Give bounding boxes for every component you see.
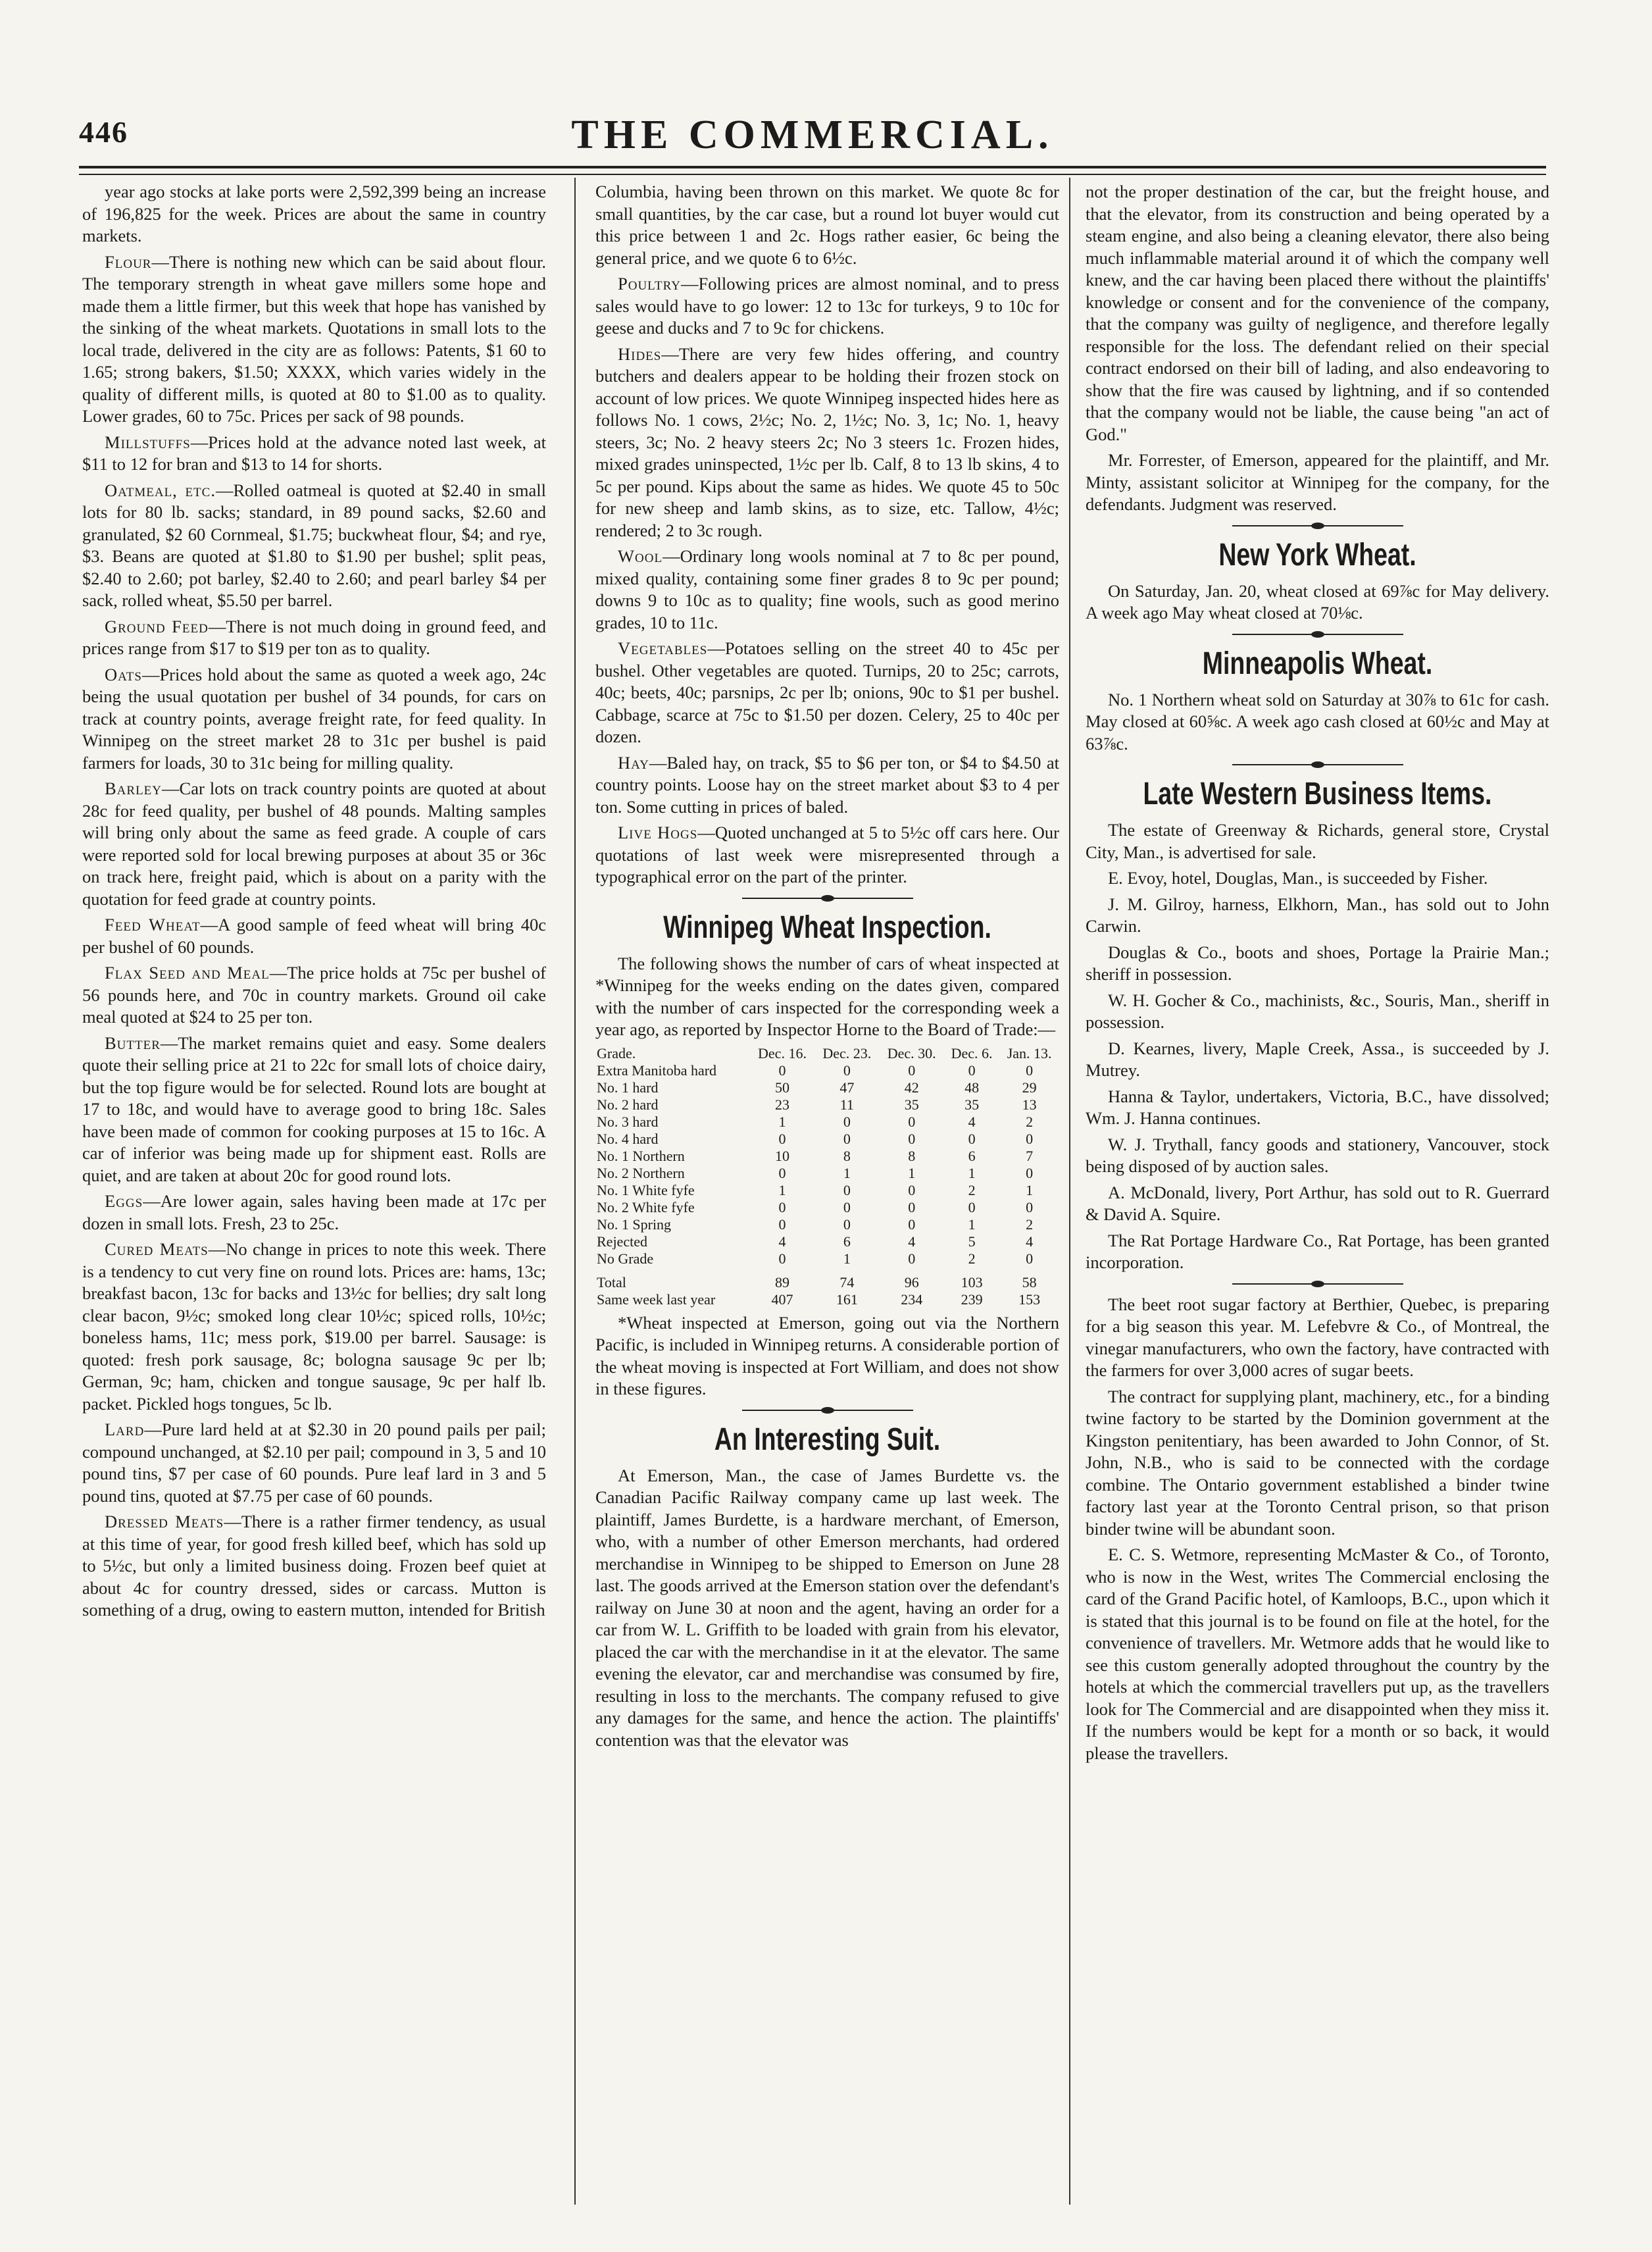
count-cell: 0: [1026, 1130, 1034, 1147]
count-cell: 6: [968, 1147, 976, 1164]
count-cell: 29: [1022, 1079, 1037, 1096]
paragraph: Cured Meats—No change in prices to note this week. There is a tendency to cut very fine on round lots. Prices are: hams, 13c; breakfast bacon, 13c for backs and 13½c for bellies; dry salt long clear bacon, 9½c; smoked long clear 10½c; spiced rolls, 10½c; boneless hams, 11c; mess pork, $19.00 per barrel. Sausage: is quoted: fresh pork sausage, 8c; bologna sausage 9c per lb; German, 9c; ham, chicken and tongue sausage, 9c per half lb. packet. Pickled hogs tongues, 5c lb.: [82, 1239, 546, 1414]
paragraph: Barley—Car lots on track country points are quoted at about 28c for feed quality, per bushel of 48 pounds. Malting samples will bring only about the same as feed grade. A couple of cars were reported sold for local brewing purposes at about 35 or 36c on track here, freight paid, which is about on a parity with the quotation for feed grade at country points.: [82, 779, 546, 909]
column-divider: [574, 178, 576, 2205]
count-cell: 0: [843, 1181, 851, 1198]
list-item: The estate of Greenway & Richards, general store, Crystal City, Man., is advertised for sale.: [1086, 820, 1549, 862]
count-cell: 0: [968, 1198, 976, 1216]
count-cell: 0: [778, 1198, 786, 1216]
count-cell: 0: [1026, 1164, 1034, 1181]
count-cell: 0: [908, 1198, 916, 1216]
table-row: [595, 1216, 1059, 1233]
heading-western-business: Late Western Business Items.: [1143, 777, 1492, 811]
column-1: [82, 181, 546, 1625]
table-row: [595, 1182, 1059, 1199]
table-row: [595, 1267, 1059, 1291]
count-cell: 0: [908, 1113, 916, 1130]
paragraph: year ago stocks at lake ports were 2,592,399 being an increase of 196,825 for the week. Prices are about the same in country markets.: [82, 182, 546, 245]
table-header-cell: Dec. 16.: [758, 1044, 807, 1062]
table-header-cell: Dec. 23.: [822, 1044, 872, 1062]
count-cell: 0: [843, 1113, 851, 1130]
count-cell: 50: [775, 1079, 789, 1096]
section-ornament: [1232, 761, 1403, 768]
count-cell: 89: [775, 1273, 789, 1291]
table-header-cell: Dec. 6.: [951, 1044, 993, 1062]
count-cell: 0: [778, 1250, 786, 1267]
count-cell: 0: [908, 1216, 916, 1233]
list-item: E. Evoy, hotel, Douglas, Man., is succeeded by Fisher.: [1108, 868, 1488, 888]
count-cell: 0: [778, 1216, 786, 1233]
grade-cell: No. 2 hard: [597, 1096, 659, 1113]
count-cell: 1: [968, 1216, 976, 1233]
count-cell: 407: [771, 1291, 793, 1308]
count-cell: 23: [775, 1096, 789, 1113]
section-ornament: [742, 895, 913, 902]
count-cell: 7: [1026, 1147, 1034, 1164]
heading-minneapolis-wheat: Minneapolis Wheat.: [1202, 646, 1433, 681]
count-cell: 1: [1026, 1181, 1034, 1198]
list-item: J. M. Gilroy, harness, Elkhorn, Man., has sold out to John Carwin.: [1086, 894, 1549, 936]
count-cell: 161: [836, 1291, 858, 1308]
paragraph: Vegetables—Potatoes selling on the street 40 to 45c per bushel. Other vegetables are quoted. Turnips, 20 to 25c; carrots, 40c; beets, 40c; parsnips, 2c per lb; onions, 90c to $1 per bushel. Cabbage, scarce at 75c to $1.50 per dozen. Celery, 25 to 40c per dozen.: [595, 638, 1059, 746]
paragraph: Live Hogs—Quoted unchanged at 5 to 5½c off cars here. Our quotations of last week were misrepresented through a typographical error on the part of the printer.: [595, 823, 1059, 886]
count-cell: 0: [778, 1164, 786, 1181]
count-cell: 0: [1026, 1198, 1034, 1216]
grade-cell: No. 1 hard: [597, 1079, 659, 1096]
count-cell: 96: [904, 1273, 919, 1291]
list-item: Hanna & Taylor, undertakers, Victoria, B.C., have dissolved; Wm. J. Hanna continues.: [1086, 1086, 1549, 1128]
paragraph: No. 1 Northern wheat sold on Saturday at 30⅞ to 61c for cash. May closed at 60⅝c. A week ago cash closed at 60½c and May at 63⅞c.: [1086, 689, 1549, 754]
count-cell: 5: [968, 1233, 976, 1250]
count-cell: 1: [778, 1113, 786, 1130]
column-2: [595, 181, 1059, 1755]
count-cell: 4: [778, 1233, 786, 1250]
paragraph: Eggs—Are lower again, sales having been made at 17c per dozen in small lots. Fresh, 23 to 25c.: [82, 1191, 546, 1233]
heading-interesting-suit: An Interesting Suit.: [714, 1421, 941, 1457]
grade-cell: Total: [597, 1273, 626, 1291]
table-row: [595, 1233, 1059, 1250]
count-cell: 35: [964, 1096, 980, 1113]
table-row: [595, 1062, 1059, 1079]
grade-cell: No. 3 hard: [597, 1113, 659, 1130]
list-item: Douglas & Co., boots and shoes, Portage la Prairie Man.; sheriff in possession.: [1086, 942, 1549, 984]
count-cell: 0: [908, 1181, 916, 1198]
grade-cell: No. 1 Northern: [597, 1147, 685, 1164]
paragraph: Hides—There are very few hides offering, and country butchers and dealers appear to be holding their frozen stock on account of low prices. We quote Winnipeg inspected hides here as follows No. 1 cows, 2½c; No. 2, 1½c; No. 3, 1c; No. 1, heavy steers, 3c; No. 2 heavy steers 2c; No 3 steers 1c. Frozen hides, mixed grades uninspected, 1½c per lb. Calf, 8 to 13 lb skins, 4 to 5c per pound. Kips about the same as hides. We quote 45 to 50c for new sheep and lamb skins, as to size, etc. Tallow, 4½c; rendered; 2 to 3c rough.: [595, 344, 1059, 540]
paragraph: not the proper destination of the car, but the freight house, and that the elevator, from its construction and being operated by a steam engine, and also being a cleaning elevator, there also being much inflammable material around it of which the company well knew, and the car having been placed there without the plaintiffs' knowledge or consent and for the convenience of the company, that the company was guilty of negligence, and therefore legally responsible for the loss. The defendant relied on their special contract endorsed on their bill of lading, and also endeavoring to show that the fire was caused by lightning, and if so contended that the company would not be liable, the cause being "an act of God.": [1086, 182, 1549, 444]
paragraph: The beet root sugar factory at Berthier, Quebec, is preparing for a big season this year. M. Lefebvre & Co., of Montreal, the vinegar manufacturers, who own the factory, have contracted with the farmers for over 3,000 acres of sugar beets.: [1086, 1294, 1549, 1380]
count-cell: 1: [968, 1164, 976, 1181]
table-header-cell: Jan. 13.: [1007, 1044, 1052, 1062]
section-ornament: [742, 1407, 913, 1414]
page-header: [79, 112, 1546, 158]
wheat-inspection-table: [595, 1045, 1059, 1308]
grade-cell: Rejected: [597, 1233, 647, 1250]
column-3: [1086, 181, 1549, 1768]
count-cell: 0: [843, 1198, 851, 1216]
paragraph: Dressed Meats—There is a rather firmer tendency, as usual at this time of year, for good fresh killed beef, which has sold up to 5½c, but only a limited business doing. Frozen beef quiet at about 4c for country dressed, sides or carcass. Mutton is something of a drug, owing to eastern mutton, intended for British: [82, 1512, 546, 1620]
grade-cell: No. 4 hard: [597, 1130, 659, 1147]
table-header-cell: Dec. 30.: [887, 1044, 936, 1062]
section-ornament: [1232, 1281, 1403, 1287]
section-ornament: [1232, 523, 1403, 529]
count-cell: 0: [843, 1062, 851, 1079]
paragraph: Flax Seed and Meal—The price holds at 75c per bushel of 56 pounds here, and 70c in country markets. Ground oil cake meal quoted at $24 to 25 per ton.: [82, 963, 546, 1027]
count-cell: 0: [908, 1062, 916, 1079]
grade-cell: No. 1 White fyfe: [597, 1181, 695, 1198]
table-row: [595, 1291, 1059, 1308]
section-ornament: [1232, 631, 1403, 638]
column-divider: [1069, 178, 1070, 2205]
grade-cell: Same week last year: [597, 1291, 716, 1308]
table-header-row: [595, 1045, 1059, 1062]
table-row: [595, 1199, 1059, 1216]
grade-cell: No Grade: [597, 1250, 654, 1267]
heading-new-york-wheat: New York Wheat.: [1218, 537, 1416, 573]
count-cell: 153: [1018, 1291, 1041, 1308]
count-cell: 234: [901, 1291, 923, 1308]
count-cell: 0: [843, 1130, 851, 1147]
list-item: The Rat Portage Hardware Co., Rat Portage, has been granted incorporation.: [1086, 1230, 1549, 1272]
paragraph: Ground Feed—There is not much doing in ground feed, and prices range from $17 to $19 per ton as to quality.: [82, 616, 546, 658]
count-cell: 48: [964, 1079, 980, 1096]
paragraph: At Emerson, Man., the case of James Burdette vs. the Canadian Pacific Railway company came up last week. The plaintiff, James Burdette, is a hardware merchant, of Emerson, who, with a number of other Emerson merchants, had ordered merchandise in Winnipeg to be shipped to Emerson on June 28 last. The goods arrived at the Emerson station over the defendant's railway on June 30 at noon and the agent, having an order for a car from W. L. Griffith to be loaded with grain from his elevator, placed the car with the merchandise in it at the elevator. The same evening the elevator, car and merchandise was consumed by fire, resulting in loss to the merchants. The company refused to give any damages for the same, and hence the action. The plaintiffs' contention was that the elevator was: [595, 1465, 1059, 1750]
grade-cell: No. 2 White fyfe: [597, 1198, 695, 1216]
masthead: THE COMMERCIAL.: [571, 113, 1054, 157]
count-cell: 42: [904, 1079, 919, 1096]
paragraph: Wool—Ordinary long wools nominal at 7 to 8c per pound, mixed quality, containing some finer grades 8 to 9c per pound; downs 9 to 10c as to quality; fine wools, such as good merino grades, 10 to 11c.: [595, 546, 1059, 632]
paragraph: The following shows the number of cars of wheat inspected at *Winnipeg for the weeks ending on the dates given, compared with the number of cars inspected for the corresponding week a year ago, as reported by Inspector Horne to the Board of Trade:—: [595, 953, 1059, 1039]
count-cell: 10: [775, 1147, 789, 1164]
header-rule: [79, 166, 1546, 175]
count-cell: 0: [968, 1062, 976, 1079]
count-cell: 47: [839, 1079, 855, 1096]
count-cell: 1: [843, 1250, 851, 1267]
count-cell: 1: [908, 1164, 916, 1181]
count-cell: 0: [843, 1216, 851, 1233]
paragraph: Poultry—Following prices are almost nominal, and to press sales would have to go lower: 12 to 13c for turkeys, 9 to 10c for geese and ducks and 7 to 9c for chickens.: [595, 274, 1059, 338]
count-cell: 0: [1026, 1250, 1034, 1267]
count-cell: 4: [908, 1233, 916, 1250]
grade-cell: No. 1 Spring: [597, 1216, 672, 1233]
paragraph: Feed Wheat—A good sample of feed wheat will bring 40c per bushel of 60 pounds.: [82, 915, 546, 957]
count-cell: 4: [1026, 1233, 1034, 1250]
table-row: [595, 1148, 1059, 1165]
paragraph: Oatmeal, etc.—Rolled oatmeal is quoted at $2.40 in small lots for 80 lb. sacks; standard, in 89 pound sacks, $2.60 and granulated, $2 60 Cornmeal, $1.75; buckwheat flour, $4; and rye, $3. Beans are quoted at $1.80 to $1.90 per bushel; split peas, $2.40 to 2.60; pot barley, $2.40 to 2.60; and pearl barley $4 per sack, rolled wheat, $5.50 per barrel.: [82, 480, 546, 610]
paragraph: *Wheat inspected at Emerson, going out via the Northern Pacific, is included in Winnipeg returns. A considerable portion of the wheat moving is inspected at Fort William, and does not show in these figures.: [595, 1312, 1059, 1398]
grade-cell: No. 2 Northern: [597, 1164, 685, 1181]
table-row: [595, 1165, 1059, 1182]
count-cell: 0: [968, 1130, 976, 1147]
table-row: [595, 1250, 1059, 1267]
page-number: 446: [79, 115, 128, 149]
count-cell: 35: [904, 1096, 919, 1113]
count-cell: 58: [1022, 1273, 1037, 1291]
table-row: [595, 1131, 1059, 1148]
count-cell: 2: [1026, 1113, 1034, 1130]
table-row: [595, 1113, 1059, 1131]
paragraph: Flour—There is nothing new which can be said about flour. The temporary strength in wheat gave millers some hope and made them a little firmer, but this week that hope has vanished by the sinking of the wheat markets. Quotations in small lots to the local trade, delivered in the city are as follows: Patents, $1 60 to 1.65; strong bakers, $1.50; XXXX, which varies widely in the quality of different mills, is quoted at 80 to $1.00 as to quality. Lower grades, 60 to 75c. Prices per sack of 98 pounds.: [82, 251, 546, 426]
list-item: A. McDonald, livery, Port Arthur, has sold out to R. Guerrard & David A. Squire.: [1086, 1182, 1549, 1224]
count-cell: 0: [908, 1250, 916, 1267]
count-cell: 0: [778, 1062, 786, 1079]
count-cell: 239: [961, 1291, 983, 1308]
grade-cell: Extra Manitoba hard: [597, 1062, 717, 1079]
list-item: W. J. Trythall, fancy goods and stationery, Vancouver, stock being disposed of by auction sales.: [1086, 1134, 1549, 1176]
count-cell: 8: [843, 1147, 851, 1164]
heading-wheat-inspection: Winnipeg Wheat Inspection.: [663, 909, 991, 945]
count-cell: 6: [843, 1233, 851, 1250]
count-cell: 103: [961, 1273, 983, 1291]
paragraph: Mr. Forrester, of Emerson, appeared for the plaintiff, and Mr. Minty, assistant solicitor at Winnipeg for the company, for the defendants. Judgment was reserved.: [1086, 450, 1549, 514]
count-cell: 2: [968, 1250, 976, 1267]
count-cell: 4: [968, 1113, 976, 1130]
list-item: W. H. Gocher & Co., machinists, &c., Souris, Man., sheriff in possession.: [1086, 990, 1549, 1032]
count-cell: 11: [839, 1096, 854, 1113]
count-cell: 0: [908, 1130, 916, 1147]
count-cell: 1: [843, 1164, 851, 1181]
list-item: D. Kearnes, livery, Maple Creek, Assa., is succeeded by J. Mutrey.: [1086, 1038, 1549, 1080]
count-cell: 8: [908, 1147, 916, 1164]
paragraph: The contract for supplying plant, machinery, etc., for a binding twine factory to be started by the Dominion government at the Kingston penitentiary, has been awarded to John Connor, of St. John, N.B., who is said to be connected with the cordage combine. The Ontario government established a binder twine factory last year at the Toronto Central prison, so that prison binder twine will be abundant soon.: [1086, 1386, 1549, 1539]
paragraph: Butter—The market remains quiet and easy. Some dealers quote their selling price at 21 to 22c for small lots of choice dairy, but the top figure would be for selected. Round lots are bought at 17 to 18c, and would have to average good to bring 18c. Sales have been made of common for cooking purposes at 15 to 16c. A car of inferior was being made up for shipment east. Rolls are quiet, and are taken at about 20c for good round lots.: [82, 1033, 546, 1185]
paragraph: Millstuffs—Prices hold at the advance noted last week, at $11 to 12 for bran and $13 to 14 for shorts.: [82, 432, 546, 474]
paragraph: E. C. S. Wetmore, representing McMaster & Co., of Toronto, who is now in the West, writes The Commercial enclosing the card of the Grand Pacific hotel, of Kamloops, B.C., upon which it is stated that this journal is to be found on file at the hotel, for the convenience of travellers. Mr. Wetmore adds that he would like to see this custom generally adopted throughout the country by the hotels at which the commercial travellers put up, as the travellers look for The Commercial and are disappointed when they miss it. If the numbers would be kept for a month or so back, it would please the travellers.: [1086, 1545, 1549, 1763]
table-header-cell: Grade.: [597, 1044, 636, 1062]
count-cell: 0: [778, 1130, 786, 1147]
count-cell: 74: [839, 1273, 855, 1291]
paragraph: Oats—Prices hold about the same as quoted a week ago, 24c being the usual quotation per bushel of 34 pounds, for cars on track at country points, average freight rate, for feed quality. In Winnipeg on the street market 28 to 31c per bushel is paid farmers for loads, 30 to 31c being for milling quality.: [82, 664, 546, 773]
count-cell: 13: [1022, 1096, 1037, 1113]
paragraph: Lard—Pure lard held at at $2.30 in 20 pound pails per pail; compound unchanged, at $2.10 per pail; compound in 3, 5 and 10 pound tins, $7 per case of 60 pounds. Pure leaf lard in 3 and 5 pound tins, quoted at $7.75 per case of 60 pounds.: [82, 1420, 546, 1506]
count-cell: 2: [1026, 1216, 1034, 1233]
table-row: [595, 1096, 1059, 1113]
paragraph: Hay—Baled hay, on track, $5 to $6 per ton, or $4 to $4.50 at country points. Loose hay on the street market about $3 to 4 per ton. Some cutting in prices of baled.: [595, 752, 1059, 817]
count-cell: 0: [1026, 1062, 1034, 1079]
count-cell: 2: [968, 1181, 976, 1198]
paragraph: Columbia, having been thrown on this market. We quote 8c for small quantities, by the car case, but a round lot buyer would cut this price between 1 and 2c. Hogs rather easier, 6c being the general price, and we quote 6 to 6½c.: [595, 182, 1059, 268]
paragraph: On Saturday, Jan. 20, wheat closed at 69⅞c for May delivery. A week ago May wheat closed at 70⅛c.: [1086, 580, 1549, 623]
count-cell: 1: [778, 1181, 786, 1198]
table-row: [595, 1079, 1059, 1096]
